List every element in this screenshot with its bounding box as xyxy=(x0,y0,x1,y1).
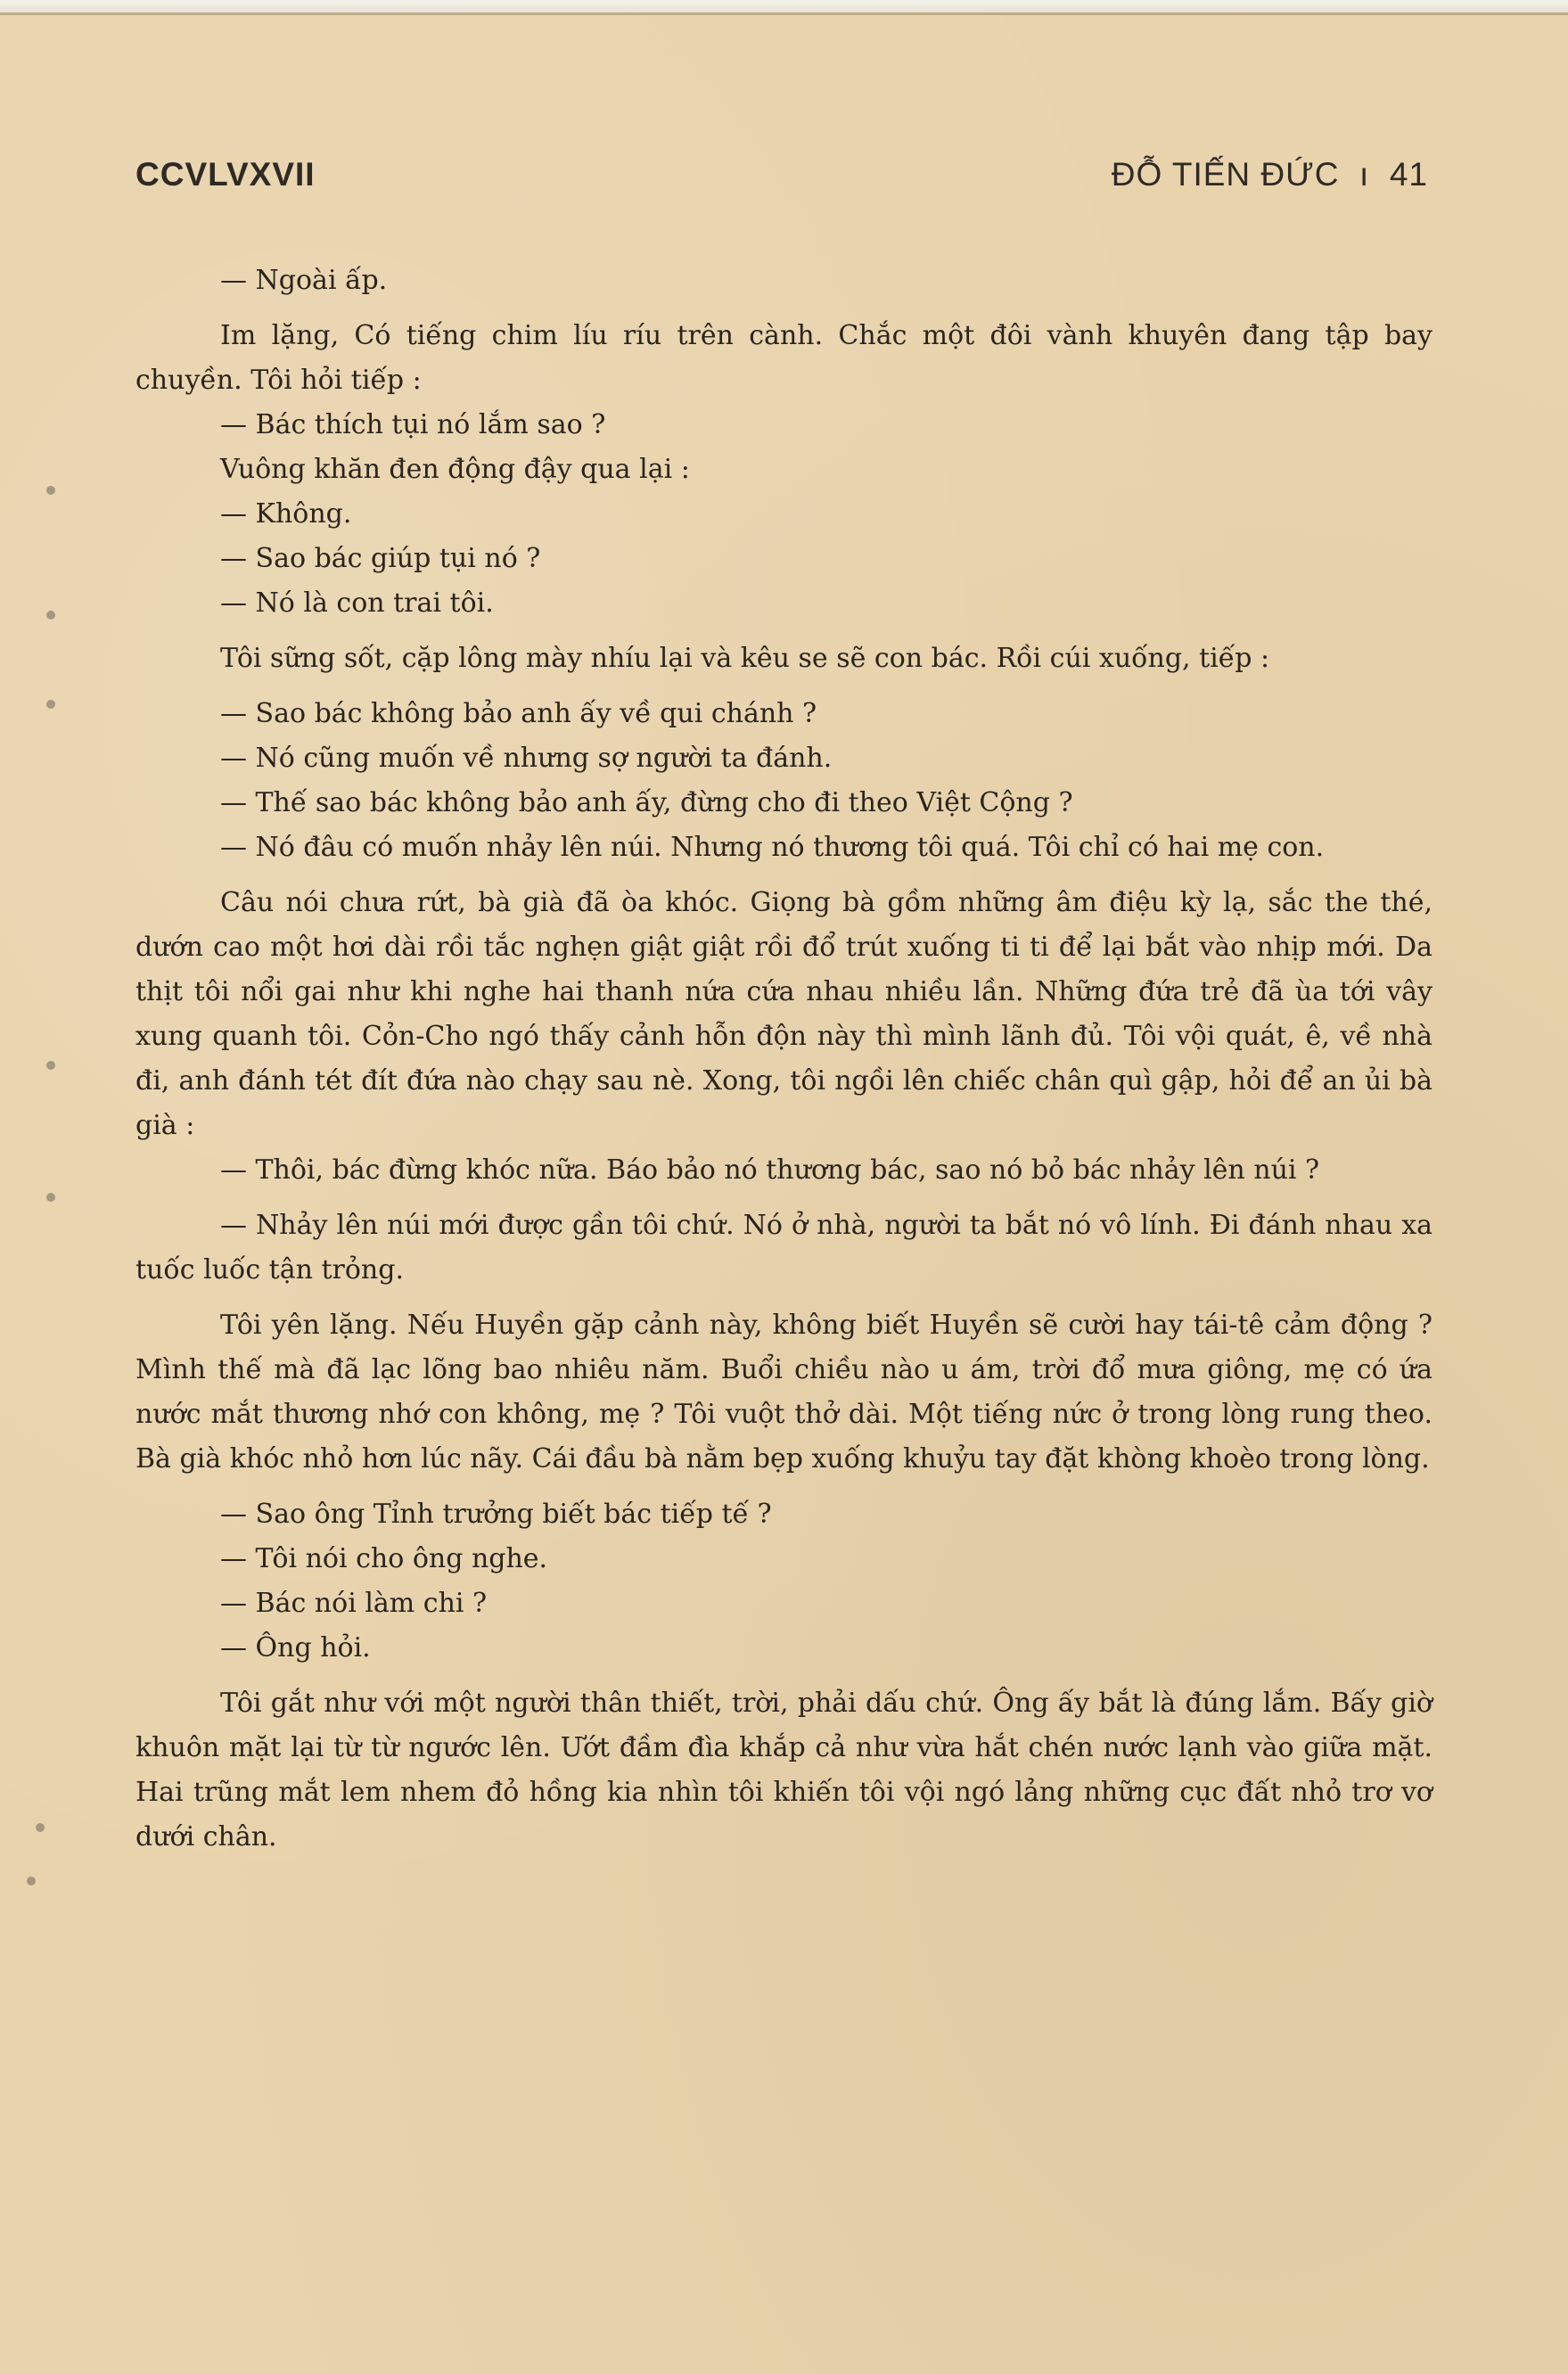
binding-hole-mark xyxy=(46,611,55,620)
paragraph: Vuông khăn đen động đậy qua lại : xyxy=(220,454,690,485)
paragraph: — Nó cũng muốn về nhưng sợ người ta đánh. xyxy=(220,743,833,774)
paragraph: — Thế sao bác không bảo anh ấy, đừng cho đi theo Việt Cộng ? xyxy=(220,787,1073,818)
paragraph: — Không. xyxy=(220,498,352,530)
paragraph: — Sao bác giúp tụi nó ? xyxy=(220,543,541,574)
header-code: CCVLVXVII xyxy=(135,156,316,193)
binding-hole-mark xyxy=(27,1877,36,1885)
paragraph: — Nó là con trai tôi. xyxy=(220,587,494,619)
binding-hole-mark xyxy=(46,486,55,495)
paragraph: Tôi gắt như với một người thân thiết, trời, phải dấu chứ. Ông ấy bắt là đúng lắm. Bấy giờ khuôn mặt lại từ từ ngước lên. Ướt đầm đìa khắp cả như vừa hắt chén nước lạnh vào giữa mặt. Hai trũng mắt lem nhem đỏ hồng kia nhìn tôi khiến tôi vội ngó lảng những cục đất nhỏ trơ vơ dưới chân. xyxy=(135,1688,1433,1852)
binding-hole-mark xyxy=(36,1823,45,1832)
paragraph: — Tôi nói cho ông nghe. xyxy=(220,1543,548,1574)
paragraph: Tôi sững sốt, cặp lông mày nhíu lại và kêu se sẽ con bác. Rồi cúi xuống, tiếp : xyxy=(220,643,1270,674)
binding-hole-mark xyxy=(46,1193,55,1202)
paragraph: — Nó đâu có muốn nhảy lên núi. Nhưng nó thương tôi quá. Tôi chỉ có hai mẹ con. xyxy=(220,832,1325,863)
running-header xyxy=(135,156,1428,209)
page-edge-shadow xyxy=(0,12,1568,15)
paragraph: Tôi yên lặng. Nếu Huyền gặp cảnh này, không biết Huyền sẽ cười hay tái-tê cảm động ? Mình thế mà đã lạc lõng bao nhiêu năm. Buổi chiều nào u ám, trời đổ mưa giông, mẹ có ứa nước mắt thương nhớ con không, mẹ ? Tôi vuột thở dài. Một tiếng nức ở trong lòng rung theo. Bà già khóc nhỏ hơn lúc nãy. Cái đầu bà nằm bẹp xuống khuỷu tay đặt khòng khoèo trong lòng. xyxy=(135,1310,1433,1475)
paragraph: — Ông hỏi. xyxy=(220,1632,371,1663)
page-body-text xyxy=(135,259,1433,1860)
paragraph: — Bác nói làm chi ? xyxy=(220,1588,488,1619)
paragraph: — Bác thích tụi nó lắm sao ? xyxy=(220,409,606,440)
header-author-page: ĐỖ TIẾN ĐỨC ı 41 xyxy=(1111,156,1428,193)
paragraph: — Sao bác không bảo anh ấy về qui chánh ? xyxy=(220,698,817,729)
paragraph: Im lặng, Có tiếng chim líu ríu trên cành. Chắc một đôi vành khuyên đang tập bay chuyền. Tôi hỏi tiếp : xyxy=(135,320,1433,396)
paragraph: — Sao ông Tỉnh trưởng biết bác tiếp tế ? xyxy=(220,1499,772,1530)
binding-hole-mark xyxy=(46,700,55,709)
paragraph: — Ngoài ấp. xyxy=(220,265,388,296)
paragraph: — Thôi, bác đừng khóc nữa. Báo bảo nó thương bác, sao nó bỏ bác nhảy lên núi ? xyxy=(220,1154,1320,1186)
paragraph: — Nhảy lên núi mới được gần tôi chứ. Nó ở nhà, người ta bắt nó vô lính. Đi đánh nhau xa tuốc luốc tận trỏng. xyxy=(135,1210,1433,1286)
binding-hole-mark xyxy=(46,1061,55,1070)
paragraph: Câu nói chưa rứt, bà già đã òa khóc. Giọng bà gồm những âm điệu kỳ lạ, sắc the thé, dướn cao một hơi dài rồi tắc nghẹn giật giật rồi đổ trút xuống ti ti để lại bắt vào nhịp mới. Da thịt tôi nổi gai như khi nghe hai thanh nứa cứa nhau nhiều lần. Những đứa trẻ đã ùa tới vây xung quanh tôi. Cỏn-Cho ngó thấy cảnh hỗn độn này thì mình lãnh đủ. Tôi vội quát, ê, về nhà đi, anh đánh tét đít đứa nào chạy sau nè. Xong, tôi ngồi lên chiếc chân quì gập, hỏi để an ủi bà già : xyxy=(135,887,1433,1141)
scan-top-edge xyxy=(0,0,1568,12)
